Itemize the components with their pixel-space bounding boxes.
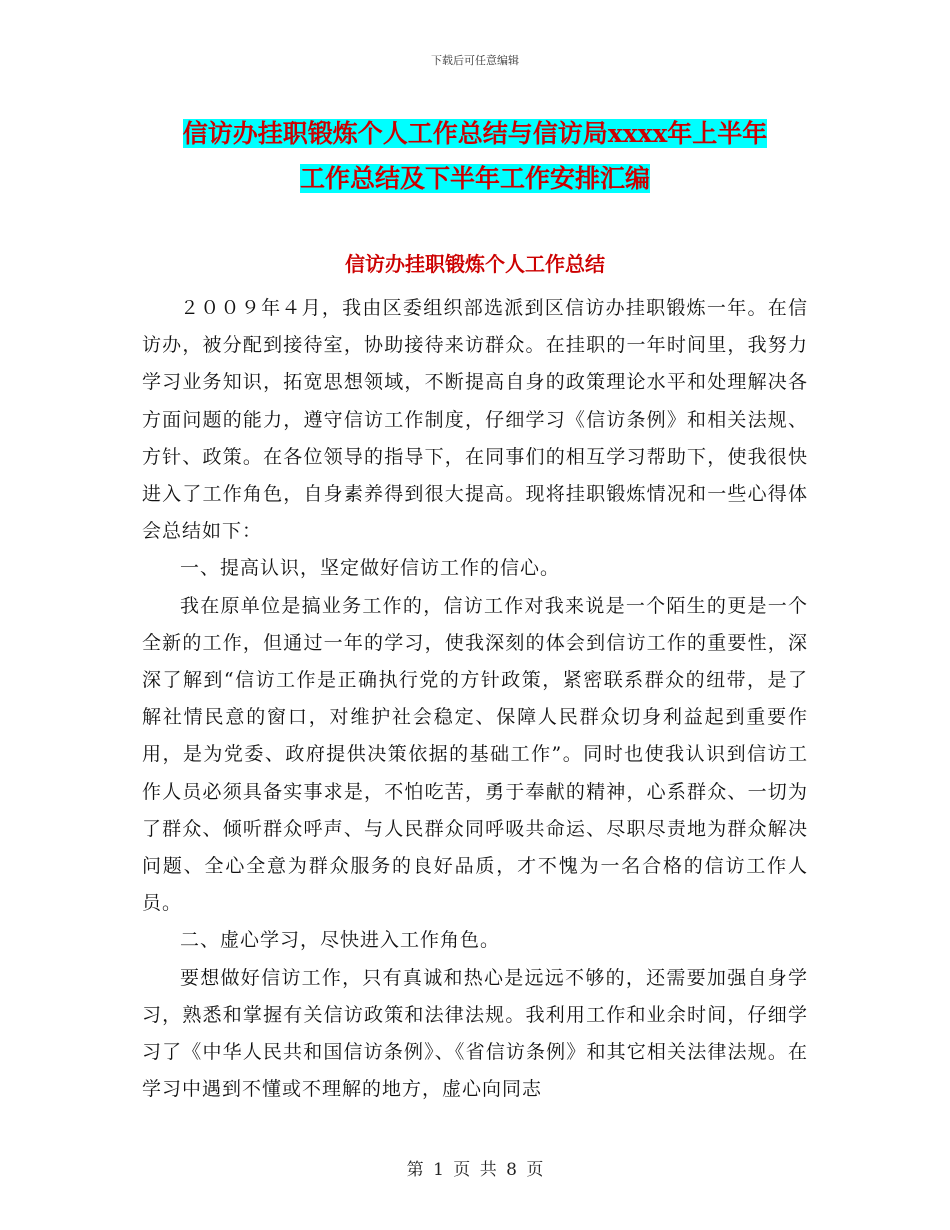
page-header-note: 下载后可任意编辑 xyxy=(431,54,519,67)
document-body xyxy=(142,290,808,1108)
paragraph: 一、提高认识，坚定做好信访工作的信心。 xyxy=(180,557,561,580)
paragraph: 我在原单位是搞业务工作的，信访工作对我来说是一个陌生的更是一个全新的工作，但通过一年的学习，使我深刻的体会到信访工作的重要性，深深了解到“信访工作是正确执行党的方针政策，紧密联系群众的纽带，是了解社情民意的窗口，对维护社会稳定、保障人民群众切身利益起到重要作用，是为党委、政府提供决策依据的基础工作”。同时也使我认识到信访工作人员必须具备实事求是，不怕吃苦，勇于奉献的精神，心系群众、一切为了群众、倾听群众呼声、与人民群众同呼吸共命运、尽职尽责地为群众解决问题、全心全意为群众服务的良好品质，才不愧为一名合格的信访工作人员。 xyxy=(142,594,808,915)
paragraph: 要想做好信访工作，只有真诚和热心是远远不够的，还需要加强自身学习，熟悉和掌握有关信访政策和法律法规。我利用工作和业余时间，仔细学习了《中华人民共和国信访条例》、《省信访条例》和其它相关法律法规。在学习中遇到不懂或不理解的地方，虚心向同志 xyxy=(142,966,808,1101)
page-footer-number: 第 1 页 共 8 页 xyxy=(406,1160,544,1180)
section-title: 信访办挂职锻炼个人工作总结 xyxy=(345,252,605,276)
paragraph: 二、虚心学习，尽快进入工作角色。 xyxy=(180,929,501,952)
paragraph: ２００９年４月，我由区委组织部选派到区信访办挂职锻炼一年。在信访办，被分配到接待室，协助接待来访群众。在挂职的一年时间里，我努力学习业务知识，拓宽思想领域，不断提高自身的政策理论水平和处理解决各方面问题的能力，遵守信访工作制度，仔细学习《信访条例》和相关法规、方针、政策。在各位领导的指导下，在同事们的相互学习帮助下，使我很快进入了工作角色，自身素养得到很大提高。现将挂职锻炼情况和一些心得体会总结如下： xyxy=(142,297,808,543)
document-title xyxy=(0,111,950,201)
document-title-line2: 工作总结及下半年工作安排汇编 xyxy=(299,164,650,193)
document-title-line1: 信访办挂职锻炼个人工作总结与信访局xxxx年上半年 xyxy=(182,119,768,148)
